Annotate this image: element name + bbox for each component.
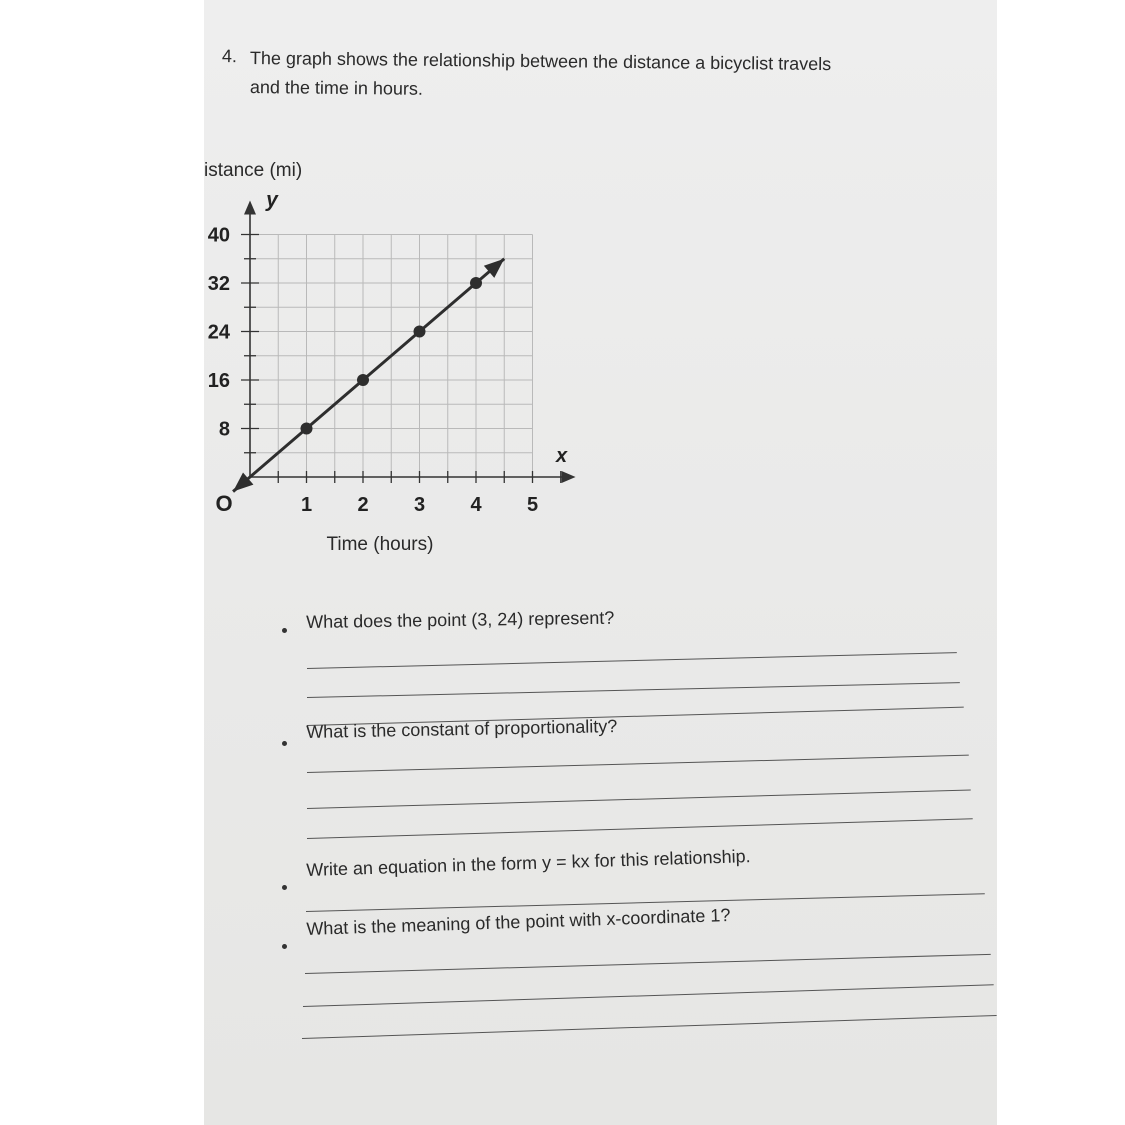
data-point	[301, 423, 313, 435]
question-constant-proportionality: What is the constant of proportionality?	[306, 716, 618, 742]
question-point-meaning: What does the point (3, 24) represent?	[306, 607, 615, 632]
bullet	[282, 628, 287, 633]
y-tick-label: 8	[218, 418, 230, 441]
x-axis-arrow	[562, 471, 576, 483]
y-tick-label: 40	[207, 224, 230, 247]
x-axis-letter: x	[556, 445, 568, 467]
data-point	[470, 277, 482, 289]
y-axis-letter: y	[266, 188, 278, 212]
series-line	[233, 259, 504, 492]
question-number: 4.	[221, 45, 238, 67]
y-tick-label: 24	[207, 321, 230, 344]
graph-labels	[204, 160, 568, 555]
bullet	[282, 741, 287, 746]
x-tick-label: 2	[357, 494, 369, 516]
question-write-equation: Write an equation in the form y = kx for this relationship.	[306, 846, 751, 880]
x-axis-title: Time (hours)	[326, 534, 434, 555]
y-tick-label: 16	[207, 370, 230, 392]
x-tick-label: 1	[300, 494, 313, 516]
y-axis-title: istance (mi)	[204, 160, 303, 181]
origin-label: O	[215, 491, 233, 516]
y-tick-label: 32	[207, 273, 230, 295]
x-tick-label: 3	[413, 494, 426, 516]
question-intro-line-1: The graph shows the relationship between the distance a bicyclist travels	[249, 47, 832, 75]
bullet	[282, 885, 287, 890]
question-point-x-1-meaning: What is the meaning of the point with x-coordinate 1?	[306, 904, 731, 939]
data-point	[357, 374, 369, 386]
x-tick-label: 4	[470, 494, 482, 516]
distance-time-graph	[190, 150, 610, 560]
graph-series	[233, 259, 504, 492]
x-tick-label: 5	[526, 494, 539, 516]
question-intro-line-2: and the time in hours.	[249, 76, 424, 99]
bullet	[282, 944, 287, 949]
y-axis-arrow	[244, 201, 256, 215]
data-point	[414, 326, 426, 338]
